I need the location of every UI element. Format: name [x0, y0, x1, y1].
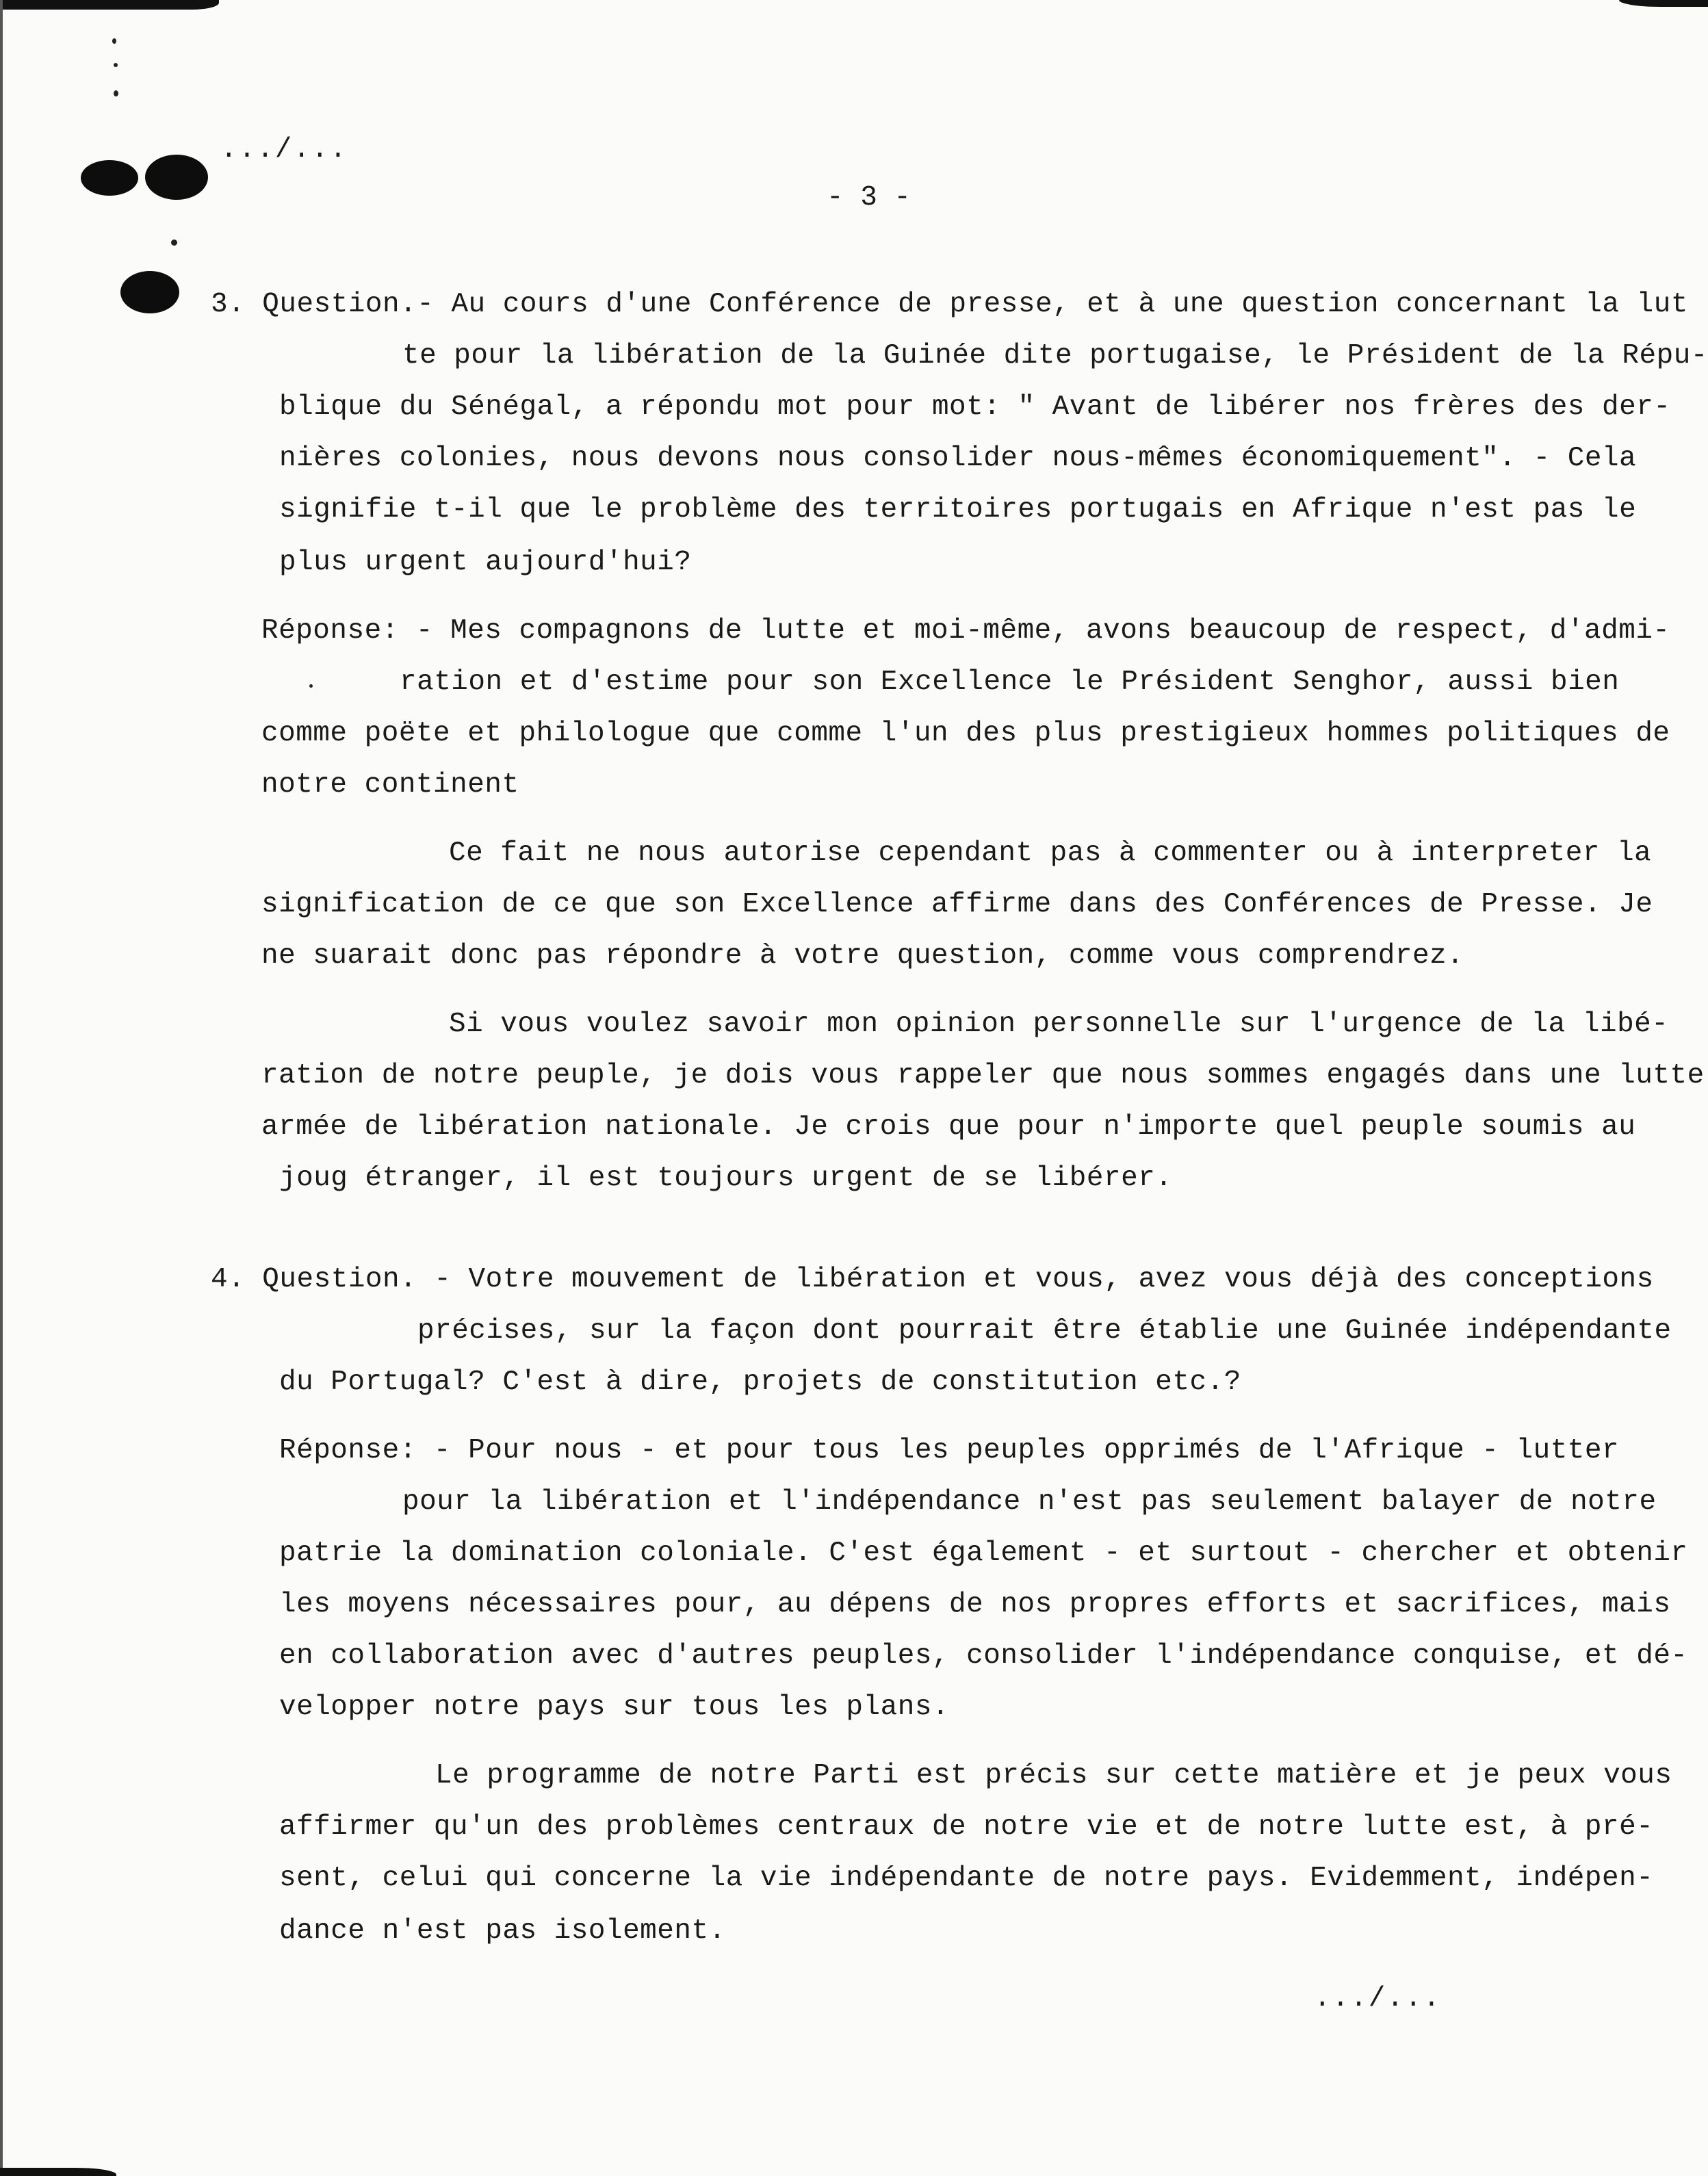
text-line: affirmer qu'un des problèmes centraux de notre vie et de notre lutte est, à pré- [279, 1811, 1654, 1843]
scan-speck [112, 38, 116, 44]
text-line: ration et d'estime pour son Excellence le Président Senghor, aussi bien [400, 666, 1620, 698]
text-line: blique du Sénégal, a répondu mot pour mot: " Avant de libérer nos frères des der- [279, 391, 1671, 423]
text-line: te pour la libération de la Guinée dite portugaise, le Président de la Répu- [402, 340, 1708, 372]
text-line: patrie la domination coloniale. C'est également - et surtout - chercher et obtenir [279, 1538, 1688, 1569]
scan-border-left [0, 0, 3, 2176]
text-line: comme poëte et philologue que comme l'un des plus prestigieux hommes politiques de [261, 718, 1670, 749]
text-line: velopper notre pays sur tous les plans. [279, 1692, 950, 1723]
text-line: plus urgent aujourd'hui? [279, 547, 692, 578]
scan-speck [114, 90, 118, 96]
text-line: Ce fait ne nous autorise cependant pas à commenter ou à interpreter la [449, 838, 1652, 869]
text-line: ration de notre peuple, je dois vous rappeler que nous sommes engagés dans une lutte [261, 1060, 1705, 1091]
text-line: notre continent [261, 769, 519, 801]
text-line: dance n'est pas isolement. [279, 1915, 726, 1947]
text-line: Réponse: - Pour nous - et pour tous les peuples opprimés de l'Afrique - lutter [279, 1435, 1620, 1466]
text-line: précises, sur la façon dont pourrait être établie une Guinée indépendante [417, 1315, 1672, 1347]
text-line: en collaboration avec d'autres peuples, consolider l'indépendance conquise, et dé- [279, 1640, 1688, 1672]
text-line: signifie t-il que le problème des territoires portugais en Afrique n'est pas le [279, 494, 1637, 526]
text-line: Le programme de notre Parti est précis sur cette matière et je peux vous [435, 1760, 1672, 1791]
text-line: pour la libération et l'indépendance n'est pas seulement balayer de notre [402, 1486, 1657, 1518]
continuation-mark-top: .../... [220, 134, 348, 166]
text-line: joug étranger, il est toujours urgent de se libérer. [279, 1163, 1173, 1194]
text-line: sent, celui qui concerne la vie indépendante de notre pays. Evidemment, indépen- [279, 1863, 1654, 1894]
continuation-mark-bottom: .../... [1314, 1983, 1442, 2015]
text-line: 4. Question. - Votre mouvement de libération et vous, avez vous déjà des conceptions [211, 1264, 1654, 1295]
text-line: 3. Question.- Au cours d'une Conférence de presse, et à une question concernant la lut [211, 289, 1688, 320]
text-line: Réponse: - Mes compagnons de lutte et moi-même, avons beaucoup de respect, d'admi- [261, 615, 1670, 647]
scan-speck [114, 63, 118, 67]
scan-border-top-right [1619, 0, 1708, 7]
text-line: armée de libération nationale. Je crois que pour n'importe quel peuple soumis au [261, 1111, 1636, 1143]
text-line: ne suarait donc pas répondre à votre question, comme vous comprendrez. [261, 940, 1464, 972]
punch-hole [120, 271, 179, 313]
text-line: les moyens nécessaires pour, au dépens de nos propres efforts et sacrifices, mais [279, 1589, 1671, 1620]
scan-speck [309, 684, 313, 688]
page-number: - 3 - [827, 182, 911, 213]
scan-border-bottom [0, 2168, 116, 2176]
text-line: Si vous voulez savoir mon opinion personnelle sur l'urgence de la libé- [449, 1009, 1669, 1040]
scan-speck [171, 239, 177, 246]
text-line: signification de ce que son Excellence affirme dans des Conférences de Presse. Je [261, 889, 1653, 920]
punch-hole [145, 155, 208, 200]
text-line: nières colonies, nous devons nous consolider nous-mêmes économiquement". - Cela [279, 443, 1637, 474]
punch-hole [81, 160, 138, 196]
scan-border-top-left [0, 0, 219, 10]
text-line: du Portugal? C'est à dire, projets de constitution etc.? [279, 1367, 1241, 1398]
